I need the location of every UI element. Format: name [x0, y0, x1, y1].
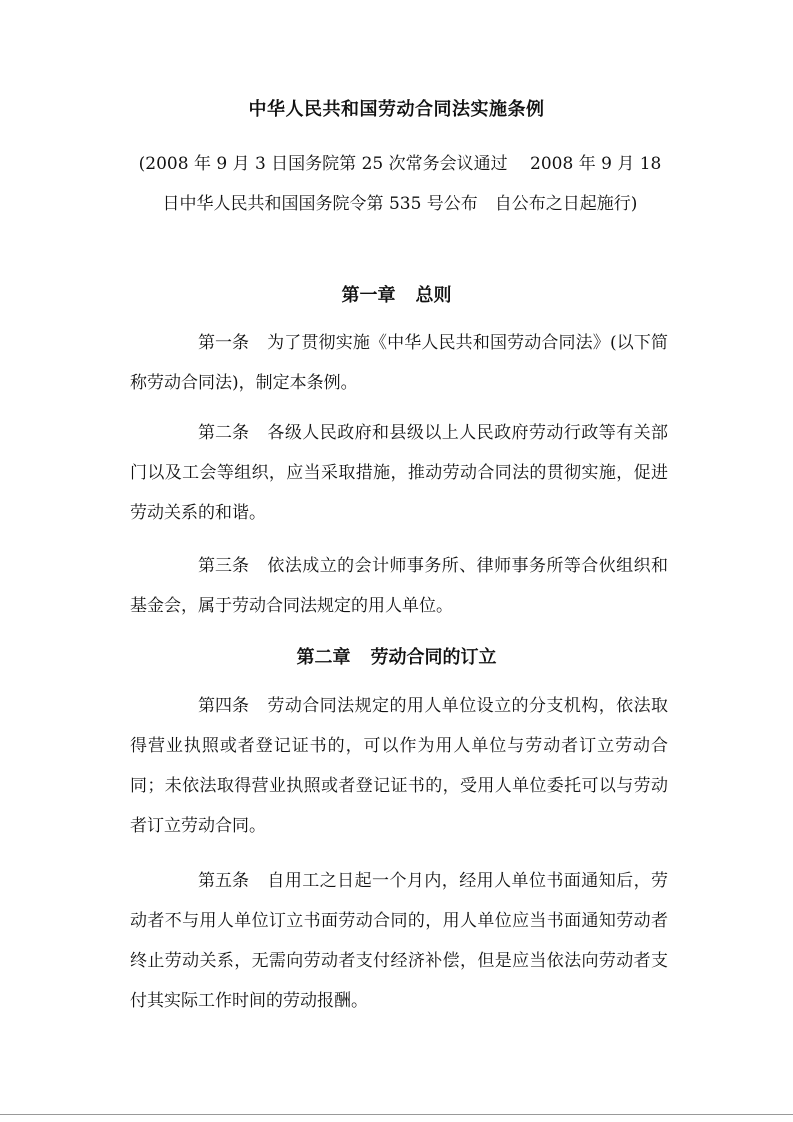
- chapter-heading-2: [0, 644, 793, 672]
- page-bottom-divider: [0, 1114, 793, 1115]
- article-1: [130, 323, 668, 403]
- article-2: [130, 413, 668, 533]
- article-number: 第四条: [198, 696, 249, 716]
- article-text: 为了贯彻实施《中华人民共和国劳动合同法》(以下简称劳动合同法)，制定本条例。: [130, 333, 668, 393]
- article-3: [130, 546, 668, 626]
- chapter-number: 第二章: [296, 647, 351, 668]
- chapter-heading-1: [0, 282, 793, 310]
- article-text: 各级人民政府和县级以上人民政府劳动行政等有关部门以及工会等组织，应当采取措施，推动劳动合同法的贯彻实施，促进劳动关系的和谐。: [130, 423, 668, 523]
- article-number: 第一条: [198, 333, 249, 353]
- chapter-name: 劳动合同的订立: [370, 647, 497, 668]
- article-4: [130, 686, 668, 846]
- article-number: 第二条: [198, 423, 249, 443]
- article-number: 第五条: [198, 871, 249, 891]
- document-subtitle: (2008 年 9 月 3 日国务院第 25 次常务会议通过 2008 年 9 月 18 日中华人民共和国国务院令第 535 号公布 自公布之日起施行): [138, 154, 662, 214]
- chapter-number: 第一章: [341, 285, 396, 306]
- article-5: [130, 861, 668, 1021]
- article-text: 劳动合同法规定的用人单位设立的分支机构，依法取得营业执照或者登记证书的，可以作为用人单位与劳动者订立劳动合同；未依法取得营业执照或者登记证书的，受用人单位委托可以与劳动者订立劳动合同。: [130, 696, 668, 836]
- article-number: 第三条: [198, 556, 249, 576]
- chapter-name: 总则: [415, 285, 452, 306]
- article-text: 自用工之日起一个月内，经用人单位书面通知后，劳动者不与用人单位订立书面劳动合同的，用人单位应当书面通知劳动者终止劳动关系，无需向劳动者支付经济补偿，但是应当依法向劳动者支付其实际工作时间的劳动报酬。: [130, 871, 668, 1011]
- article-text: 依法成立的会计师事务所、律师事务所等合伙组织和基金会，属于劳动合同法规定的用人单位。: [130, 556, 668, 616]
- document-title: 中华人民共和国劳动合同法实施条例: [248, 99, 545, 120]
